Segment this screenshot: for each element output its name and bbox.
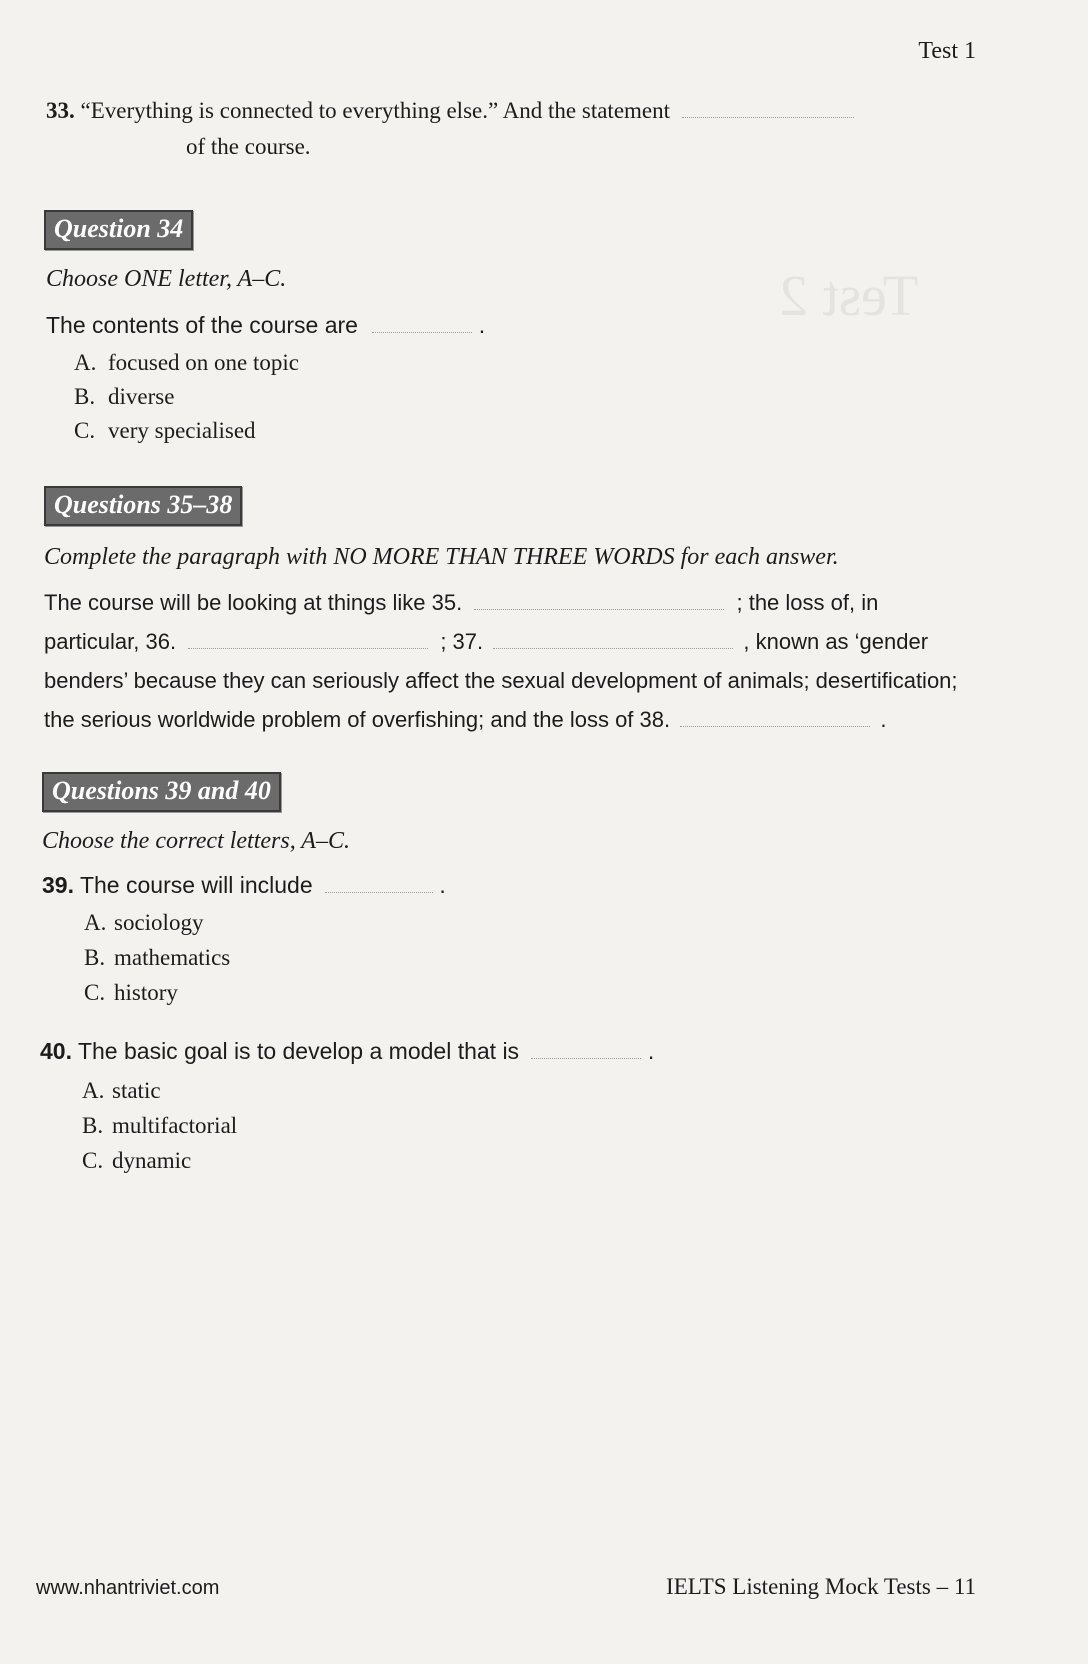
option-letter: C. <box>84 980 106 1005</box>
question-33 <box>46 98 854 124</box>
question-40-stem: The basic goal is to develop a model that is <box>77 1038 520 1064</box>
question-34-stem <box>46 312 485 339</box>
answer-blank <box>682 99 854 118</box>
option-b <box>82 1113 237 1139</box>
option-text: diverse <box>108 384 175 409</box>
question-33-text-line2: of the course. <box>186 134 311 159</box>
footer-website: www.nhantriviet.com <box>36 1577 220 1599</box>
paragraph-part-3: ; 37. <box>440 629 484 654</box>
option-a <box>84 910 203 936</box>
question-39 <box>42 872 446 899</box>
question-33-text-line1: “Everything is connected to everything else.” And the statement <box>80 98 671 123</box>
question-39-stem: The course will include <box>79 872 313 898</box>
stem-period: . <box>439 872 446 898</box>
answer-blank <box>372 314 472 333</box>
option-text: dynamic <box>112 1148 192 1173</box>
paragraph-part-4: , known as ‘gender benders’ because they can seriously affect the sexual development of animals; desertification; the serious worldwide problem of overfishing; and the loss of 38. <box>44 629 958 732</box>
option-text: focused on one topic <box>108 350 299 375</box>
paragraph-part-1: The course will be looking at things like 35. <box>44 590 463 615</box>
option-letter: B. <box>82 1113 104 1138</box>
option-text: very specialised <box>108 418 256 443</box>
stem-period: . <box>647 1038 655 1064</box>
option-letter: C. <box>82 1148 104 1173</box>
show-through-decoration: Test 2 <box>778 263 918 328</box>
question-number: 40. <box>40 1038 72 1064</box>
option-letter: A. <box>74 350 97 375</box>
answer-blank <box>325 874 433 893</box>
answer-blank-37 <box>493 630 733 649</box>
answer-blank-36 <box>188 630 428 649</box>
section-title-question-34: Question 34 <box>44 210 193 250</box>
option-letter: A. <box>82 1078 105 1103</box>
option-text: mathematics <box>114 945 231 970</box>
section-title-questions-35-38: Questions 35–38 <box>44 486 242 526</box>
page-header-label: Test 1 <box>918 38 976 64</box>
question-40 <box>40 1038 654 1065</box>
question-number: 39. <box>42 872 74 898</box>
option-text: sociology <box>114 910 204 935</box>
option-text: history <box>114 980 178 1005</box>
stem-period: . <box>478 312 486 338</box>
option-letter: C. <box>74 418 96 443</box>
question-34-stem-text: The contents of the course are <box>46 312 358 338</box>
section-title-questions-39-40: Questions 39 and 40 <box>42 772 281 812</box>
question-33-line2 <box>186 134 311 160</box>
option-letter: B. <box>74 384 96 409</box>
paragraph-part-2: ; the loss of, in particular, 36. <box>44 590 879 654</box>
footer-book-title: IELTS Listening Mock Tests – 11 <box>666 1574 976 1599</box>
option-text: static <box>112 1078 161 1103</box>
option-c <box>84 980 178 1006</box>
question-number: 33. <box>46 98 75 123</box>
answer-blank <box>531 1040 641 1059</box>
instruction-q34: Choose ONE letter, A–C. <box>46 266 287 292</box>
option-c <box>74 418 256 444</box>
option-a <box>82 1078 161 1104</box>
option-a <box>74 350 299 376</box>
option-letter: B. <box>84 945 106 970</box>
answer-blank-35 <box>474 591 724 610</box>
instruction-q39-40: Choose the correct letters, A–C. <box>42 828 350 854</box>
option-text: multifactorial <box>112 1113 238 1138</box>
instruction-q35-38: Complete the paragraph with NO MORE THAN THREE WORDS for each answer. <box>44 544 839 570</box>
paragraph-part-5: . <box>880 707 887 732</box>
option-letter: A. <box>84 910 107 935</box>
paragraph-35-38 <box>44 583 972 739</box>
option-b <box>74 384 174 410</box>
option-b <box>84 945 230 971</box>
answer-blank-38 <box>680 708 870 727</box>
option-c <box>82 1148 191 1174</box>
